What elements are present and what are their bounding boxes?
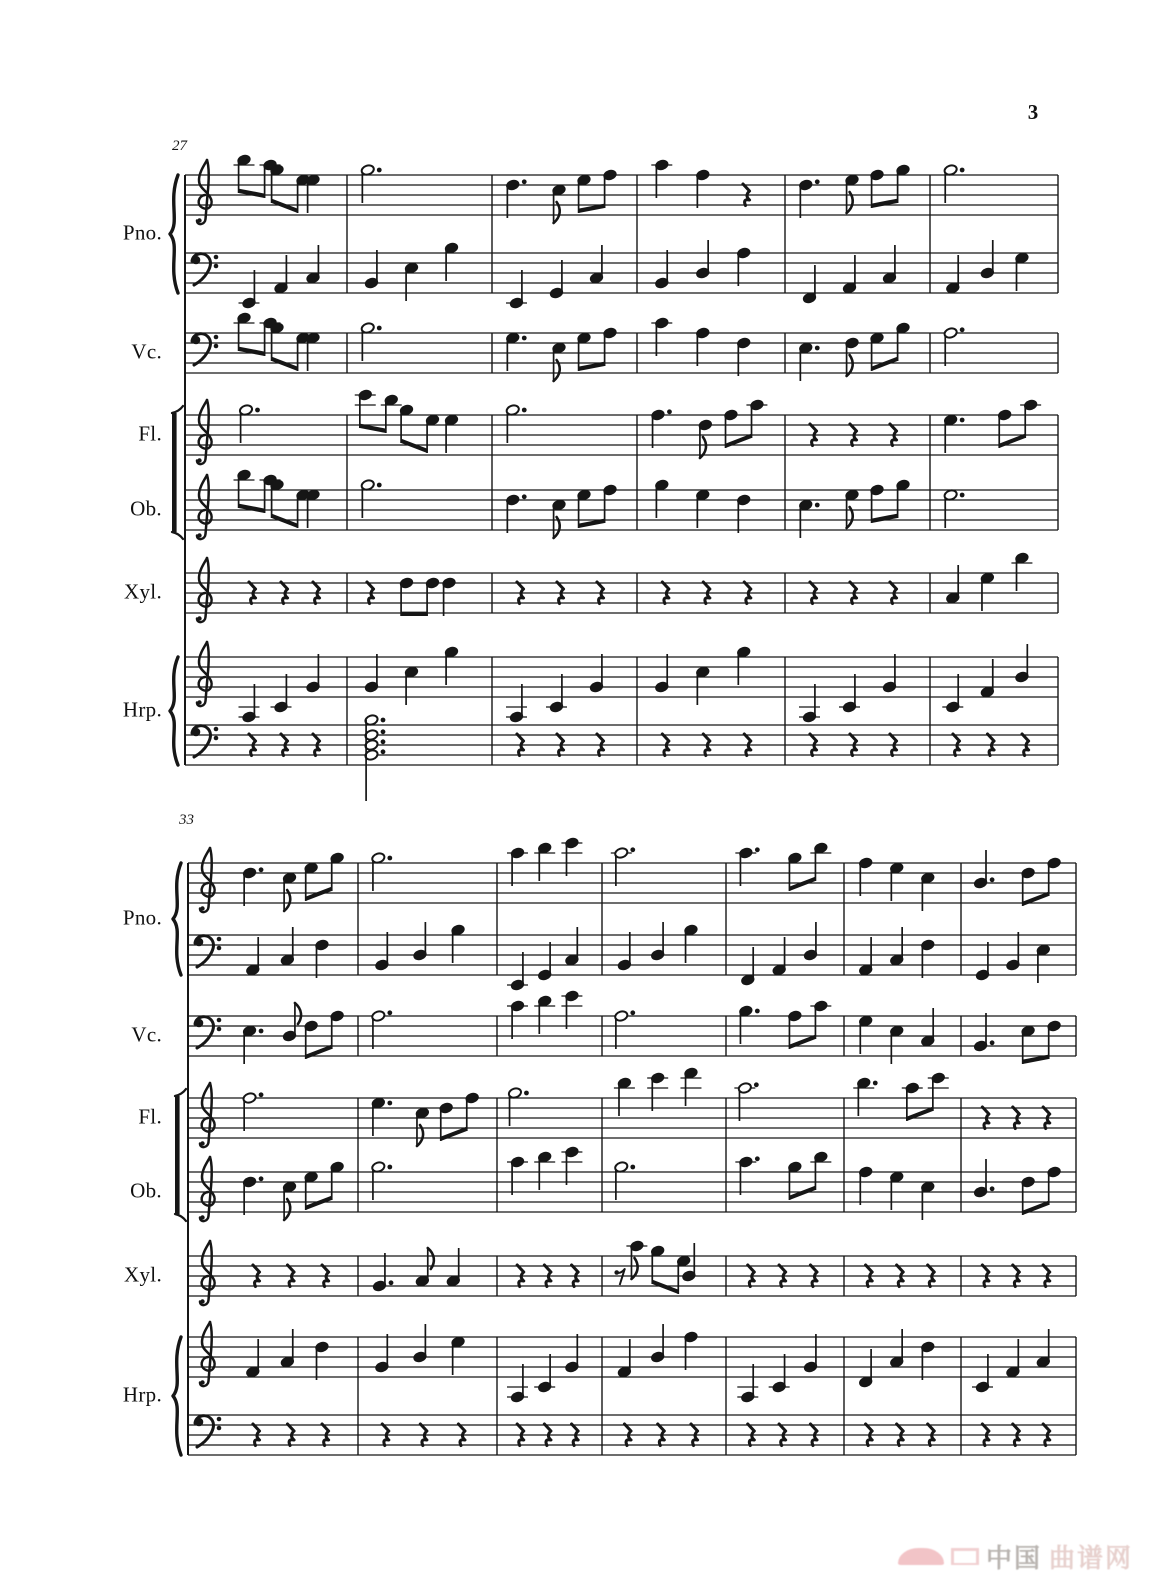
instrument-label-ob: Ob.: [130, 1178, 162, 1203]
instrument-label-vc: Vc.: [131, 339, 162, 364]
instrument-label-xyl: Xyl.: [124, 1262, 162, 1287]
instrument-label-xyl: Xyl.: [124, 579, 162, 604]
measure-number-33: 33: [179, 812, 194, 828]
instrument-label-fl: Fl.: [138, 421, 162, 446]
instrument-label-ob: Ob.: [130, 496, 162, 521]
instrument-label-vc: Vc.: [131, 1022, 162, 1047]
instrument-label-hrp: Hrp.: [122, 1382, 162, 1407]
measure-number-27: 27: [172, 138, 187, 154]
instrument-label-hrp: Hrp.: [122, 697, 162, 722]
watermark-frame-icon: [951, 1548, 979, 1565]
page-number: 3: [1027, 100, 1039, 124]
watermark-text-primary: 中国: [986, 1544, 1043, 1574]
watermark: [898, 1538, 1133, 1575]
instrument-label-pno: Pno.: [122, 905, 162, 930]
instrument-label-fl: Fl.: [138, 1104, 162, 1129]
watermark-text-secondary: 曲谱网: [1049, 1544, 1134, 1574]
watermark-logo-icon: [898, 1548, 944, 1565]
instrument-label-pno: Pno.: [122, 220, 162, 245]
